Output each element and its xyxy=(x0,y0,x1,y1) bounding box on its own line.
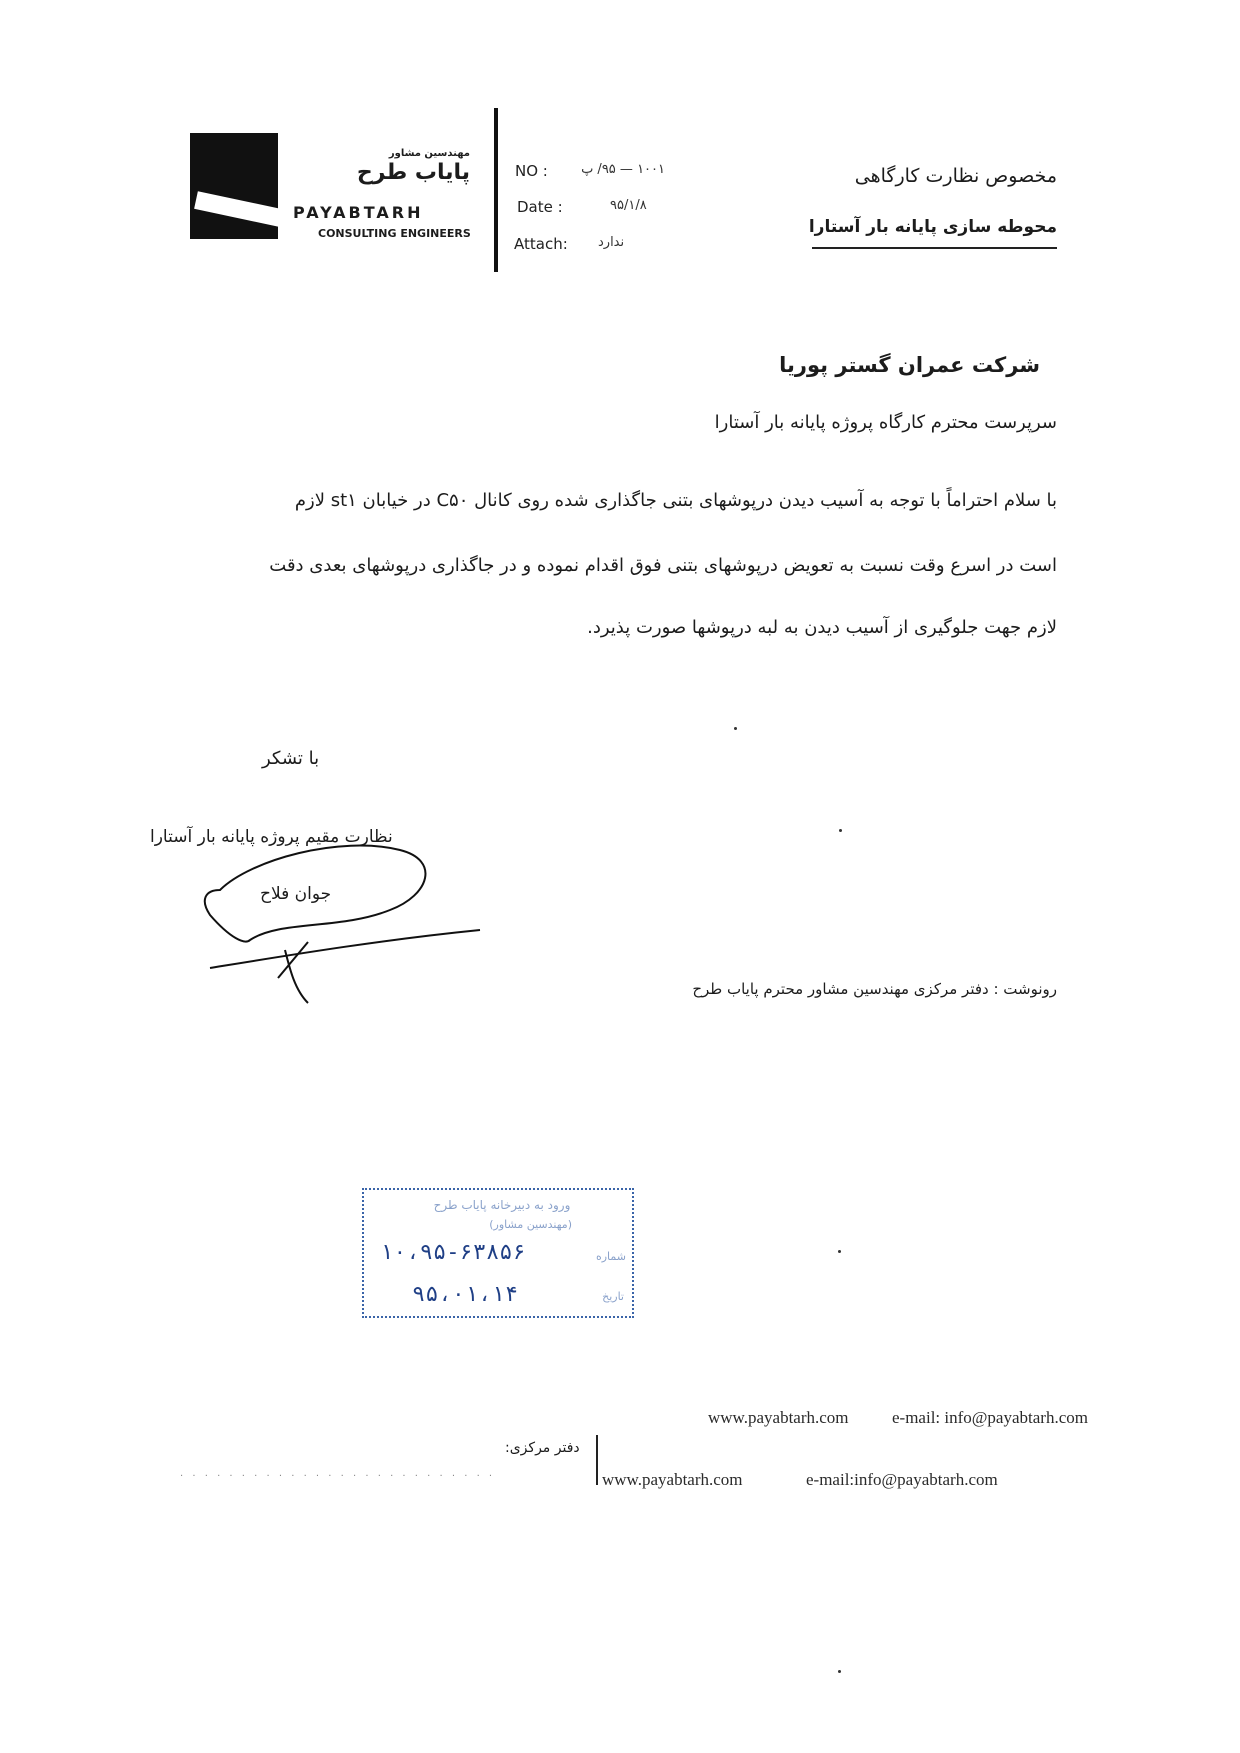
ref-attach-value: ندارد xyxy=(598,235,625,250)
footer-website[interactable]: www.payabtarh.com xyxy=(708,1408,849,1427)
signature-title: نظارت مقیم پروژه پایانه بار آستارا xyxy=(150,827,393,847)
scan-speck xyxy=(734,727,737,730)
company-logo-mark xyxy=(190,133,278,239)
stamp-date-label: تاریخ xyxy=(602,1290,624,1303)
ref-date-label: Date : xyxy=(517,198,563,216)
ref-number-label: NO : xyxy=(515,162,548,180)
ref-attach-label: Attach: xyxy=(514,235,568,253)
letter-body-line: لازم جهت جلوگیری از آسیب دیدن به لبه درپوشها صورت پذیرد. xyxy=(587,617,1057,638)
letter-body-line: با سلام احتراماً با توجه به آسیب دیدن درپوشهای بتنی جاگذاری شده روی کانال C۵۰ در خیابان st۱ لازم xyxy=(294,490,1057,511)
letter-body-line: است در اسرع وقت نسبت به تعویض درپوشهای بتنی فوق اقدام نموده و در جاگذاری درپوشهای بعدی دقت xyxy=(269,555,1057,576)
header-title: مخصوص نظارت کارگاهی xyxy=(854,165,1057,187)
footer-website-secondary[interactable]: www.payabtarh.com xyxy=(602,1470,743,1489)
signature-name: جوان فلاح xyxy=(260,884,332,904)
stamp-date: ۹۵،۰۱،۱۴ xyxy=(412,1282,518,1307)
footer-divider xyxy=(596,1435,598,1485)
letter-attention: سرپرست محترم کارگاه پروژه پایانه بار آستارا xyxy=(714,412,1057,433)
ref-date-value: ۹۵/۱/۸ xyxy=(610,198,647,213)
footer-faded-address: · · · · · · · · · · · · · · · · · · · · · · · · · · xyxy=(180,1471,496,1482)
stamp-header: ورود به دبیرخانه پایاب طرح xyxy=(433,1198,571,1212)
scan-speck xyxy=(838,1250,841,1253)
logo-persian-subtitle: مهندسین مشاور xyxy=(388,148,470,159)
footer-office-label: دفتر مرکزی: xyxy=(505,1440,580,1456)
handwritten-signature xyxy=(190,820,490,1020)
ref-number-value: ۱۰۰۱ — ۹۵/ پ xyxy=(581,162,665,177)
header-underline xyxy=(812,247,1057,249)
stamp-number-label: شماره xyxy=(595,1250,626,1263)
letter-cc: رونوشت : دفتر مرکزی مهندسین مشاور محترم پایاب طرح xyxy=(692,980,1057,998)
footer-email[interactable]: e-mail: info@payabtarh.com xyxy=(892,1408,1088,1427)
letter-closing: با تشکر xyxy=(262,748,320,769)
stamp-number: ۱۰،۹۵-۶۳۸۵۶ xyxy=(380,1240,526,1265)
header-subtitle: محوطه سازی پایانه بار آستارا xyxy=(808,217,1057,237)
footer-email-secondary[interactable]: e-mail:info@payabtarh.com xyxy=(806,1470,998,1489)
logo-english-subtitle: CONSULTING ENGINEERS xyxy=(318,227,471,240)
logo-persian-name: پایاب طرح xyxy=(356,160,470,185)
letter-recipient: شرکت عمران گستر پوریا xyxy=(779,353,1040,377)
logo-english-name: PAYABTARH xyxy=(293,203,424,222)
received-stamp xyxy=(362,1188,634,1318)
scan-speck xyxy=(838,1670,841,1673)
scan-speck xyxy=(839,829,842,832)
stamp-subheader: (مهندسین مشاور) xyxy=(489,1218,572,1231)
header-divider xyxy=(494,108,498,272)
